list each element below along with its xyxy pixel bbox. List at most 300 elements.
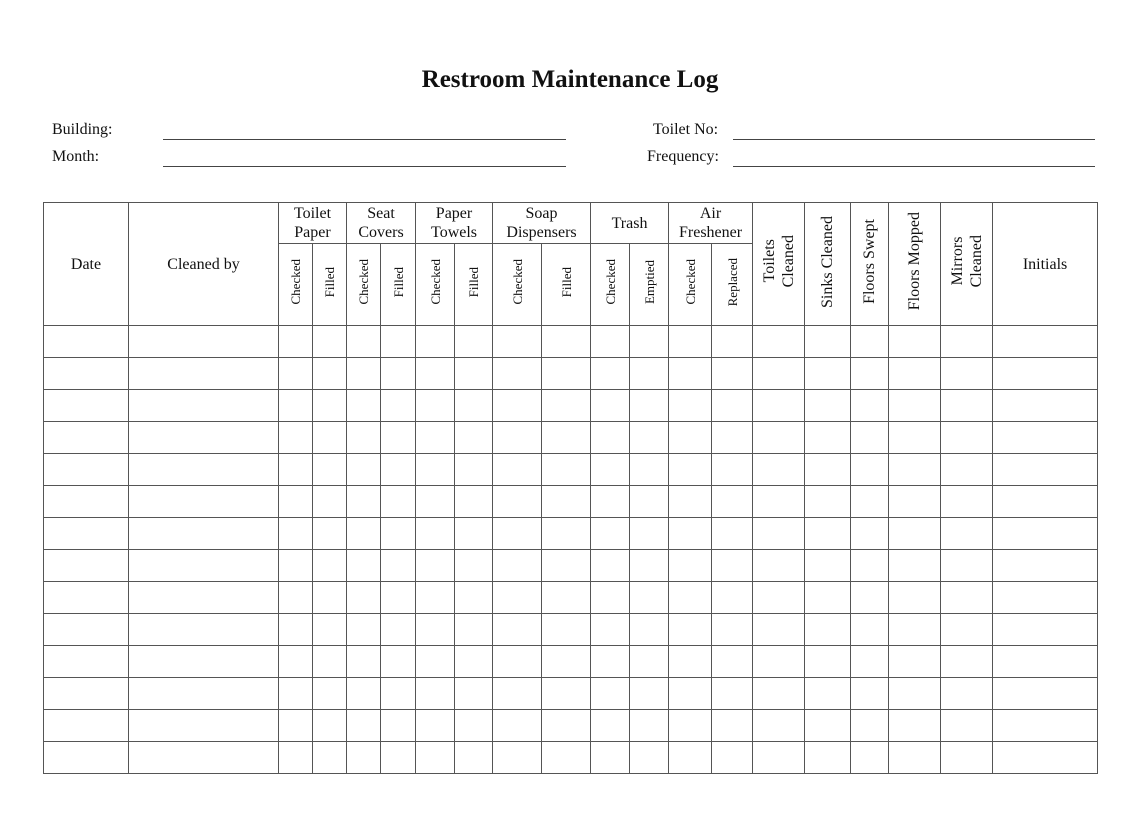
table-cell[interactable] <box>941 326 993 358</box>
table-cell[interactable] <box>381 358 416 390</box>
table-cell[interactable] <box>591 358 630 390</box>
table-cell[interactable] <box>941 390 993 422</box>
table-cell[interactable] <box>669 390 712 422</box>
table-cell[interactable] <box>889 582 941 614</box>
table-cell[interactable] <box>630 742 669 774</box>
table-cell[interactable] <box>851 582 889 614</box>
table-cell[interactable] <box>455 326 493 358</box>
table-cell[interactable] <box>313 358 347 390</box>
table-cell[interactable] <box>542 582 591 614</box>
table-cell[interactable] <box>591 454 630 486</box>
table-cell[interactable] <box>347 550 381 582</box>
table-cell[interactable] <box>851 390 889 422</box>
table-cell[interactable] <box>889 518 941 550</box>
table-cell[interactable] <box>993 326 1098 358</box>
table-cell[interactable] <box>851 454 889 486</box>
table-cell[interactable] <box>669 742 712 774</box>
table-cell[interactable] <box>630 678 669 710</box>
table-cell[interactable] <box>630 550 669 582</box>
table-cell[interactable] <box>805 486 851 518</box>
table-cell[interactable] <box>493 390 542 422</box>
table-cell[interactable] <box>129 454 279 486</box>
maintenance-log-table <box>43 202 1098 774</box>
table-cell[interactable] <box>591 486 630 518</box>
table-cell[interactable] <box>993 582 1098 614</box>
table-cell[interactable] <box>279 422 313 454</box>
table-cell[interactable] <box>889 646 941 678</box>
table-cell[interactable] <box>542 518 591 550</box>
table-cell[interactable] <box>591 550 630 582</box>
table-cell[interactable] <box>805 614 851 646</box>
table-cell[interactable] <box>630 358 669 390</box>
table-cell[interactable] <box>941 646 993 678</box>
table-cell[interactable] <box>542 742 591 774</box>
table-cell[interactable] <box>712 390 753 422</box>
table-cell[interactable] <box>753 358 805 390</box>
table-cell[interactable] <box>712 550 753 582</box>
table-cell[interactable] <box>712 614 753 646</box>
table-cell[interactable] <box>753 390 805 422</box>
table-cell[interactable] <box>44 614 129 646</box>
table-cell[interactable] <box>542 326 591 358</box>
table-cell[interactable] <box>416 326 455 358</box>
table-cell[interactable] <box>347 326 381 358</box>
table-cell[interactable] <box>941 582 993 614</box>
table-cell[interactable] <box>381 422 416 454</box>
table-cell[interactable] <box>542 710 591 742</box>
table-row <box>44 646 1098 678</box>
table-cell[interactable] <box>993 614 1098 646</box>
table-cell[interactable] <box>993 518 1098 550</box>
frequency-field[interactable] <box>733 166 1095 167</box>
table-cell[interactable] <box>805 518 851 550</box>
air-freshener-replaced-header: Replaced <box>712 244 753 326</box>
table-cell[interactable] <box>753 422 805 454</box>
table-cell[interactable] <box>279 390 313 422</box>
table-cell[interactable] <box>381 486 416 518</box>
table-cell[interactable] <box>313 710 347 742</box>
table-cell[interactable] <box>347 486 381 518</box>
table-cell[interactable] <box>591 710 630 742</box>
table-cell[interactable] <box>493 614 542 646</box>
table-cell[interactable] <box>630 614 669 646</box>
table-cell[interactable] <box>753 550 805 582</box>
table-cell[interactable] <box>279 486 313 518</box>
table-cell[interactable] <box>591 646 630 678</box>
table-cell[interactable] <box>542 550 591 582</box>
toilet-no-label: Toilet No: <box>653 121 719 138</box>
table-cell[interactable] <box>493 742 542 774</box>
table-cell[interactable] <box>493 646 542 678</box>
table-cell[interactable] <box>44 486 129 518</box>
table-cell[interactable] <box>805 678 851 710</box>
table-cell[interactable] <box>129 710 279 742</box>
table-cell[interactable] <box>416 742 455 774</box>
table-cell[interactable] <box>455 390 493 422</box>
table-cell[interactable] <box>455 486 493 518</box>
table-cell[interactable] <box>381 646 416 678</box>
table-cell[interactable] <box>941 358 993 390</box>
table-cell[interactable] <box>712 326 753 358</box>
table-cell[interactable] <box>347 742 381 774</box>
table-cell[interactable] <box>455 710 493 742</box>
table-cell[interactable] <box>941 454 993 486</box>
table-cell[interactable] <box>347 678 381 710</box>
table-cell[interactable] <box>630 454 669 486</box>
table-cell[interactable] <box>313 742 347 774</box>
table-cell[interactable] <box>279 678 313 710</box>
table-cell[interactable] <box>455 742 493 774</box>
table-cell[interactable] <box>669 710 712 742</box>
table-cell[interactable] <box>455 550 493 582</box>
table-cell[interactable] <box>851 710 889 742</box>
table-cell[interactable] <box>313 614 347 646</box>
table-cell[interactable] <box>493 326 542 358</box>
toilet-paper-header: Toilet Paper <box>279 203 347 244</box>
table-cell[interactable] <box>941 710 993 742</box>
table-cell[interactable] <box>993 454 1098 486</box>
table-cell[interactable] <box>279 742 313 774</box>
table-cell[interactable] <box>455 358 493 390</box>
table-cell[interactable] <box>455 614 493 646</box>
seat-covers-checked-header: Checked <box>347 244 381 326</box>
table-cell[interactable] <box>416 582 455 614</box>
table-cell[interactable] <box>129 326 279 358</box>
table-cell[interactable] <box>712 486 753 518</box>
table-cell[interactable] <box>44 550 129 582</box>
table-cell[interactable] <box>279 646 313 678</box>
table-cell[interactable] <box>493 486 542 518</box>
table-cell[interactable] <box>630 486 669 518</box>
table-cell[interactable] <box>591 582 630 614</box>
table-cell[interactable] <box>381 326 416 358</box>
table-cell[interactable] <box>542 614 591 646</box>
air-freshener-checked-header: Checked <box>669 244 712 326</box>
table-cell[interactable] <box>455 582 493 614</box>
table-cell[interactable] <box>805 742 851 774</box>
table-cell[interactable] <box>129 582 279 614</box>
table-cell[interactable] <box>851 486 889 518</box>
table-cell[interactable] <box>591 678 630 710</box>
table-cell[interactable] <box>993 358 1098 390</box>
table-cell[interactable] <box>941 742 993 774</box>
table-cell[interactable] <box>591 326 630 358</box>
table-cell[interactable] <box>129 390 279 422</box>
table-row <box>44 358 1098 390</box>
table-cell[interactable] <box>993 646 1098 678</box>
table-cell[interactable] <box>630 646 669 678</box>
table-row <box>44 518 1098 550</box>
table-cell[interactable] <box>129 518 279 550</box>
table-cell[interactable] <box>805 390 851 422</box>
table-cell[interactable] <box>44 390 129 422</box>
table-cell[interactable] <box>279 582 313 614</box>
building-field[interactable] <box>163 139 566 140</box>
table-cell[interactable] <box>381 550 416 582</box>
table-cell[interactable] <box>851 358 889 390</box>
table-cell[interactable] <box>279 710 313 742</box>
table-cell[interactable] <box>669 358 712 390</box>
table-cell[interactable] <box>129 646 279 678</box>
table-cell[interactable] <box>416 358 455 390</box>
table-cell[interactable] <box>455 518 493 550</box>
table-cell[interactable] <box>313 678 347 710</box>
table-cell[interactable] <box>941 678 993 710</box>
table-cell[interactable] <box>753 646 805 678</box>
table-cell[interactable] <box>805 646 851 678</box>
table-cell[interactable] <box>44 710 129 742</box>
table-cell[interactable] <box>381 518 416 550</box>
table-cell[interactable] <box>753 518 805 550</box>
table-cell[interactable] <box>941 614 993 646</box>
table-cell[interactable] <box>381 454 416 486</box>
table-cell[interactable] <box>347 358 381 390</box>
table-cell[interactable] <box>889 390 941 422</box>
table-cell[interactable] <box>889 710 941 742</box>
table-cell[interactable] <box>347 390 381 422</box>
table-cell[interactable] <box>44 454 129 486</box>
table-cell[interactable] <box>851 422 889 454</box>
table-cell[interactable] <box>591 518 630 550</box>
table-cell[interactable] <box>712 358 753 390</box>
table-cell[interactable] <box>129 678 279 710</box>
toilet-paper-filled-header: Filled <box>313 244 347 326</box>
table-cell[interactable] <box>44 742 129 774</box>
month-field[interactable] <box>163 166 566 167</box>
table-cell[interactable] <box>851 646 889 678</box>
table-cell[interactable] <box>941 518 993 550</box>
table-cell[interactable] <box>416 710 455 742</box>
table-cell[interactable] <box>669 646 712 678</box>
table-cell[interactable] <box>889 614 941 646</box>
table-cell[interactable] <box>381 582 416 614</box>
table-cell[interactable] <box>669 518 712 550</box>
table-cell[interactable] <box>669 422 712 454</box>
table-cell[interactable] <box>542 678 591 710</box>
table-cell[interactable] <box>279 614 313 646</box>
table-cell[interactable] <box>630 326 669 358</box>
table-cell[interactable] <box>941 486 993 518</box>
table-cell[interactable] <box>851 742 889 774</box>
table-row <box>44 742 1098 774</box>
table-cell[interactable] <box>313 390 347 422</box>
table-cell[interactable] <box>591 614 630 646</box>
date-header: Date <box>44 203 129 326</box>
table-cell[interactable] <box>313 486 347 518</box>
table-cell[interactable] <box>416 422 455 454</box>
table-cell[interactable] <box>805 710 851 742</box>
table-cell[interactable] <box>669 678 712 710</box>
table-cell[interactable] <box>44 326 129 358</box>
table-cell[interactable] <box>313 550 347 582</box>
table-cell[interactable] <box>889 550 941 582</box>
table-cell[interactable] <box>493 710 542 742</box>
table-cell[interactable] <box>889 326 941 358</box>
table-cell[interactable] <box>381 614 416 646</box>
table-cell[interactable] <box>279 518 313 550</box>
table-cell[interactable] <box>851 614 889 646</box>
table-cell[interactable] <box>712 742 753 774</box>
table-cell[interactable] <box>313 422 347 454</box>
table-cell[interactable] <box>455 646 493 678</box>
toilets-cleaned-header: Toilets Cleaned <box>753 203 805 326</box>
table-cell[interactable] <box>279 454 313 486</box>
table-cell[interactable] <box>993 390 1098 422</box>
table-cell[interactable] <box>941 550 993 582</box>
table-cell[interactable] <box>669 454 712 486</box>
table-cell[interactable] <box>313 454 347 486</box>
table-cell[interactable] <box>805 358 851 390</box>
table-cell[interactable] <box>753 742 805 774</box>
table-cell[interactable] <box>993 678 1098 710</box>
table-cell[interactable] <box>493 550 542 582</box>
table-cell[interactable] <box>493 422 542 454</box>
table-cell[interactable] <box>591 390 630 422</box>
table-cell[interactable] <box>712 678 753 710</box>
table-cell[interactable] <box>493 678 542 710</box>
table-cell[interactable] <box>753 486 805 518</box>
table-cell[interactable] <box>542 486 591 518</box>
table-cell[interactable] <box>805 422 851 454</box>
table-cell[interactable] <box>630 582 669 614</box>
table-cell[interactable] <box>347 614 381 646</box>
table-cell[interactable] <box>381 710 416 742</box>
table-cell[interactable] <box>805 326 851 358</box>
table-cell[interactable] <box>630 422 669 454</box>
table-cell[interactable] <box>347 518 381 550</box>
table-cell[interactable] <box>416 614 455 646</box>
table-cell[interactable] <box>851 550 889 582</box>
table-cell[interactable] <box>44 646 129 678</box>
table-cell[interactable] <box>313 326 347 358</box>
table-cell[interactable] <box>493 518 542 550</box>
table-cell[interactable] <box>129 742 279 774</box>
table-cell[interactable] <box>129 358 279 390</box>
table-cell[interactable] <box>669 326 712 358</box>
table-cell[interactable] <box>44 422 129 454</box>
table-cell[interactable] <box>712 454 753 486</box>
table-cell[interactable] <box>889 742 941 774</box>
table-cell[interactable] <box>753 326 805 358</box>
table-cell[interactable] <box>279 326 313 358</box>
table-cell[interactable] <box>416 518 455 550</box>
table-cell[interactable] <box>347 454 381 486</box>
table-cell[interactable] <box>669 550 712 582</box>
table-cell[interactable] <box>851 326 889 358</box>
table-cell[interactable] <box>542 454 591 486</box>
table-cell[interactable] <box>381 742 416 774</box>
table-cell[interactable] <box>889 678 941 710</box>
table-cell[interactable] <box>416 550 455 582</box>
table-cell[interactable] <box>44 358 129 390</box>
table-cell[interactable] <box>941 422 993 454</box>
table-cell[interactable] <box>753 678 805 710</box>
table-cell[interactable] <box>591 742 630 774</box>
table-cell[interactable] <box>542 358 591 390</box>
table-cell[interactable] <box>712 710 753 742</box>
table-cell[interactable] <box>712 582 753 614</box>
table-cell[interactable] <box>712 646 753 678</box>
table-cell[interactable] <box>44 518 129 550</box>
table-cell[interactable] <box>851 518 889 550</box>
table-cell[interactable] <box>455 422 493 454</box>
table-cell[interactable] <box>129 550 279 582</box>
table-cell[interactable] <box>753 582 805 614</box>
table-cell[interactable] <box>129 486 279 518</box>
table-cell[interactable] <box>993 486 1098 518</box>
table-cell[interactable] <box>993 710 1098 742</box>
table-cell[interactable] <box>712 518 753 550</box>
table-cell[interactable] <box>313 582 347 614</box>
table-cell[interactable] <box>805 454 851 486</box>
table-cell[interactable] <box>993 742 1098 774</box>
table-cell[interactable] <box>347 646 381 678</box>
table-cell[interactable] <box>129 422 279 454</box>
table-cell[interactable] <box>669 582 712 614</box>
table-cell[interactable] <box>347 422 381 454</box>
table-cell[interactable] <box>993 550 1098 582</box>
seat-covers-header: Seat Covers <box>347 203 416 244</box>
table-cell[interactable] <box>753 454 805 486</box>
table-cell[interactable] <box>993 422 1098 454</box>
table-cell[interactable] <box>805 582 851 614</box>
table-cell[interactable] <box>753 614 805 646</box>
toilet-no-field[interactable] <box>733 139 1095 140</box>
table-cell[interactable] <box>542 646 591 678</box>
table-cell[interactable] <box>455 678 493 710</box>
table-cell[interactable] <box>347 710 381 742</box>
table-cell[interactable] <box>630 390 669 422</box>
table-cell[interactable] <box>669 486 712 518</box>
table-cell[interactable] <box>889 422 941 454</box>
table-cell[interactable] <box>44 582 129 614</box>
soap-filled-header: Filled <box>542 244 591 326</box>
table-cell[interactable] <box>455 454 493 486</box>
table-cell[interactable] <box>381 678 416 710</box>
table-cell[interactable] <box>493 454 542 486</box>
table-cell[interactable] <box>416 678 455 710</box>
table-cell[interactable] <box>630 710 669 742</box>
table-cell[interactable] <box>851 678 889 710</box>
table-cell[interactable] <box>347 582 381 614</box>
table-cell[interactable] <box>279 550 313 582</box>
table-cell[interactable] <box>805 550 851 582</box>
table-cell[interactable] <box>416 390 455 422</box>
table-cell[interactable] <box>44 678 129 710</box>
table-cell[interactable] <box>381 390 416 422</box>
table-cell[interactable] <box>493 358 542 390</box>
table-cell[interactable] <box>416 646 455 678</box>
table-cell[interactable] <box>313 646 347 678</box>
table-cell[interactable] <box>630 518 669 550</box>
table-cell[interactable] <box>753 710 805 742</box>
table-cell[interactable] <box>416 454 455 486</box>
table-cell[interactable] <box>889 358 941 390</box>
table-cell[interactable] <box>889 454 941 486</box>
table-cell[interactable] <box>889 486 941 518</box>
soap-dispensers-header: Soap Dispensers <box>493 203 591 244</box>
table-cell[interactable] <box>542 422 591 454</box>
table-cell[interactable] <box>669 614 712 646</box>
table-cell[interactable] <box>313 518 347 550</box>
table-cell[interactable] <box>279 358 313 390</box>
table-cell[interactable] <box>712 422 753 454</box>
table-cell[interactable] <box>129 614 279 646</box>
table-cell[interactable] <box>542 390 591 422</box>
table-cell[interactable] <box>591 422 630 454</box>
table-cell[interactable] <box>493 582 542 614</box>
table-cell[interactable] <box>416 486 455 518</box>
